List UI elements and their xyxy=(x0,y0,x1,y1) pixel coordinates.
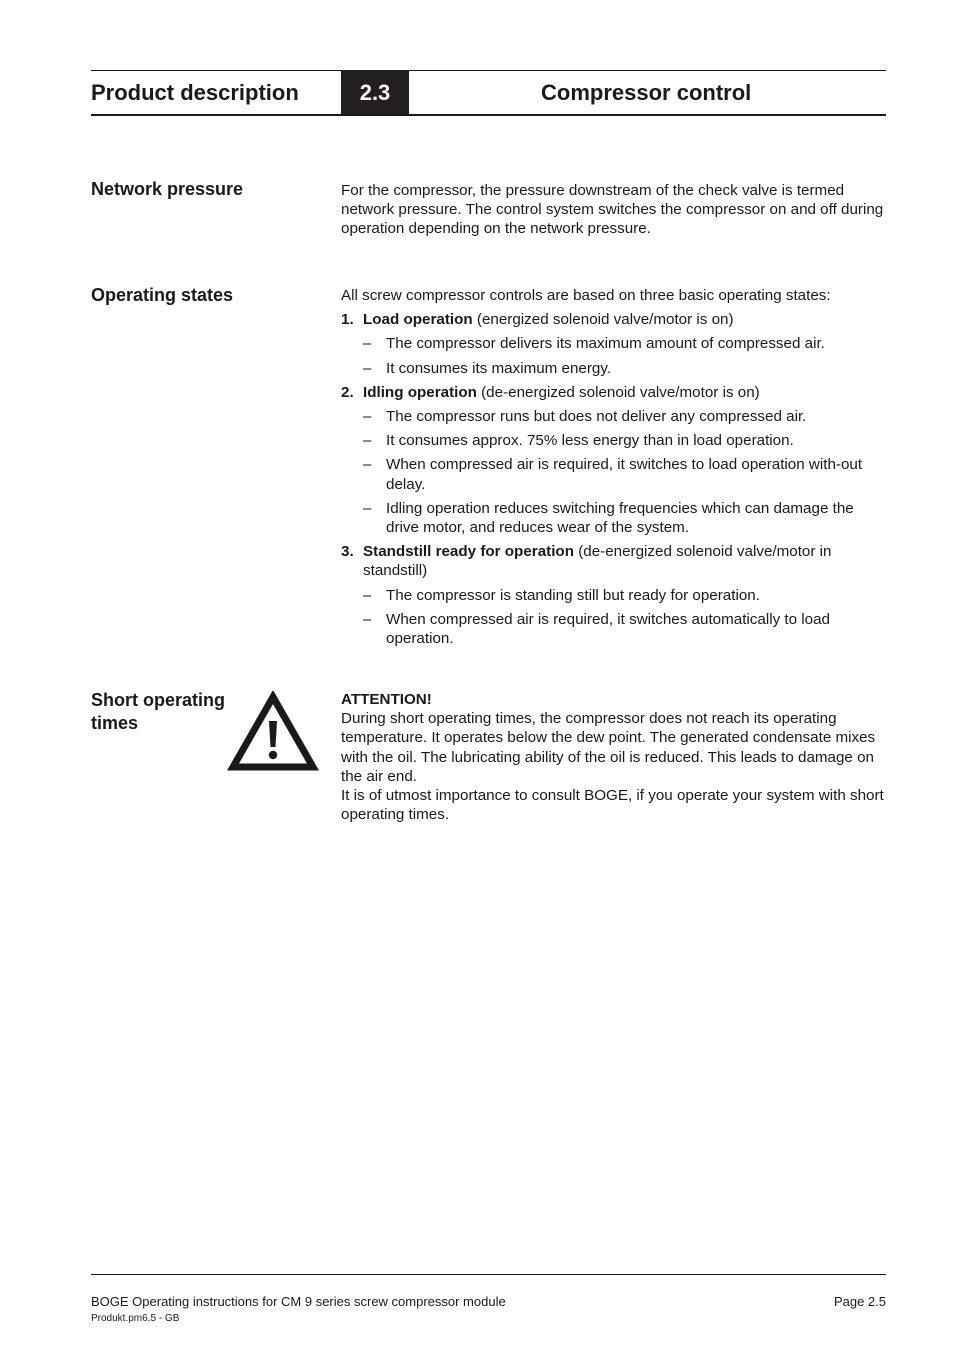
header-top-rule xyxy=(91,70,886,71)
dash-marker: – xyxy=(363,335,372,353)
bullet-text: Idling operation reduces switching frequencies which can damage the drive motor, and reduces wear of the system. xyxy=(386,499,854,537)
operating-state-name: Standstill ready for operation xyxy=(363,543,574,561)
bullet-text: It consumes approx. 75% less energy than in load operation. xyxy=(386,432,794,450)
bullet-text: When compressed air is required, it switches automatically to load operation. xyxy=(386,610,831,648)
bullet-text: The compressor delivers its maximum amount of compressed air. xyxy=(386,335,825,353)
network-pressure-text: For the compressor, the pressure downstream of the check valve is termed network pressure. The control system switches the compressor on and off during operation depending on the network pressure. xyxy=(341,182,884,238)
header-bottom-rule xyxy=(91,114,886,116)
operating-state-number: 3. xyxy=(341,543,354,561)
footer-file-ref: Produkt.pm6.5 - GB xyxy=(91,1313,180,1324)
network-pressure-body xyxy=(341,181,889,239)
operating-state-bullet xyxy=(341,455,889,493)
dash-marker: – xyxy=(363,432,372,450)
operating-state-name: Load operation xyxy=(363,311,473,329)
footer-rule xyxy=(91,1274,886,1275)
dash-marker: – xyxy=(363,586,372,604)
bullet-text: The compressor is standing still but ready for operation. xyxy=(386,586,760,604)
operating-state-bullet xyxy=(341,359,889,378)
section-number: 2.3 xyxy=(359,79,391,105)
operating-state-item xyxy=(341,383,889,402)
operating-states-heading: Operating states xyxy=(91,285,234,305)
short-operating-heading: Short operating times xyxy=(91,690,225,733)
bullet-text: It consumes its maximum energy. xyxy=(386,359,612,377)
network-pressure-heading: Network pressure xyxy=(91,179,244,199)
operating-state-description: (de-energized solenoid valve/motor in standstill) xyxy=(363,543,836,580)
operating-state-bullet xyxy=(341,407,889,426)
operating-state-bullet xyxy=(341,499,889,537)
operating-states-body xyxy=(341,286,889,648)
header-right-title: Compressor control xyxy=(541,80,752,105)
operating-state-item xyxy=(341,310,889,329)
operating-state-description: (de-energized solenoid valve/motor is on) xyxy=(476,383,760,401)
dash-marker: – xyxy=(363,499,372,517)
warning-triangle-icon xyxy=(227,691,319,773)
operating-states-intro: All screw compressor controls are based on three basic operating states: xyxy=(341,287,831,304)
short-operating-para-1: During short operating times, the compressor does not reach its operating temperature. It operates below the dew point. The generated condensate mixes with the oil. The lubricating ability of the oil is reduced. This leads to damage on the air end. xyxy=(341,710,876,785)
operating-state-bullet xyxy=(341,334,889,353)
operating-state-number: 2. xyxy=(341,383,354,401)
operating-state-bullet xyxy=(341,586,889,605)
dash-marker: – xyxy=(363,456,372,474)
bullet-text: When compressed air is required, it switches to load operation with-out delay. xyxy=(386,456,863,493)
operating-state-description: (energized solenoid valve/motor is on) xyxy=(472,311,734,329)
footer-document-title: BOGE Operating instructions for CM 9 series screw compressor module xyxy=(91,1294,506,1309)
operating-state-number: 1. xyxy=(341,311,354,329)
operating-state-bullet xyxy=(341,431,889,450)
attention-label: ATTENTION! xyxy=(341,691,432,708)
section-number-badge xyxy=(341,70,409,115)
dash-marker: – xyxy=(363,610,372,628)
dash-marker: – xyxy=(363,408,372,426)
operating-state-item xyxy=(341,542,889,580)
bullet-text: The compressor runs but does not deliver any compressed air. xyxy=(386,408,807,426)
header-left-title: Product description xyxy=(91,80,299,105)
short-operating-para-2: It is of utmost importance to consult BOGE, if you operate your system with short operating times. xyxy=(341,787,884,824)
footer-page-number: Page 2.5 xyxy=(833,1294,886,1309)
short-operating-body xyxy=(341,690,889,824)
dash-marker: – xyxy=(363,359,372,377)
operating-state-name: Idling operation xyxy=(363,383,477,401)
operating-state-bullet xyxy=(341,610,889,648)
